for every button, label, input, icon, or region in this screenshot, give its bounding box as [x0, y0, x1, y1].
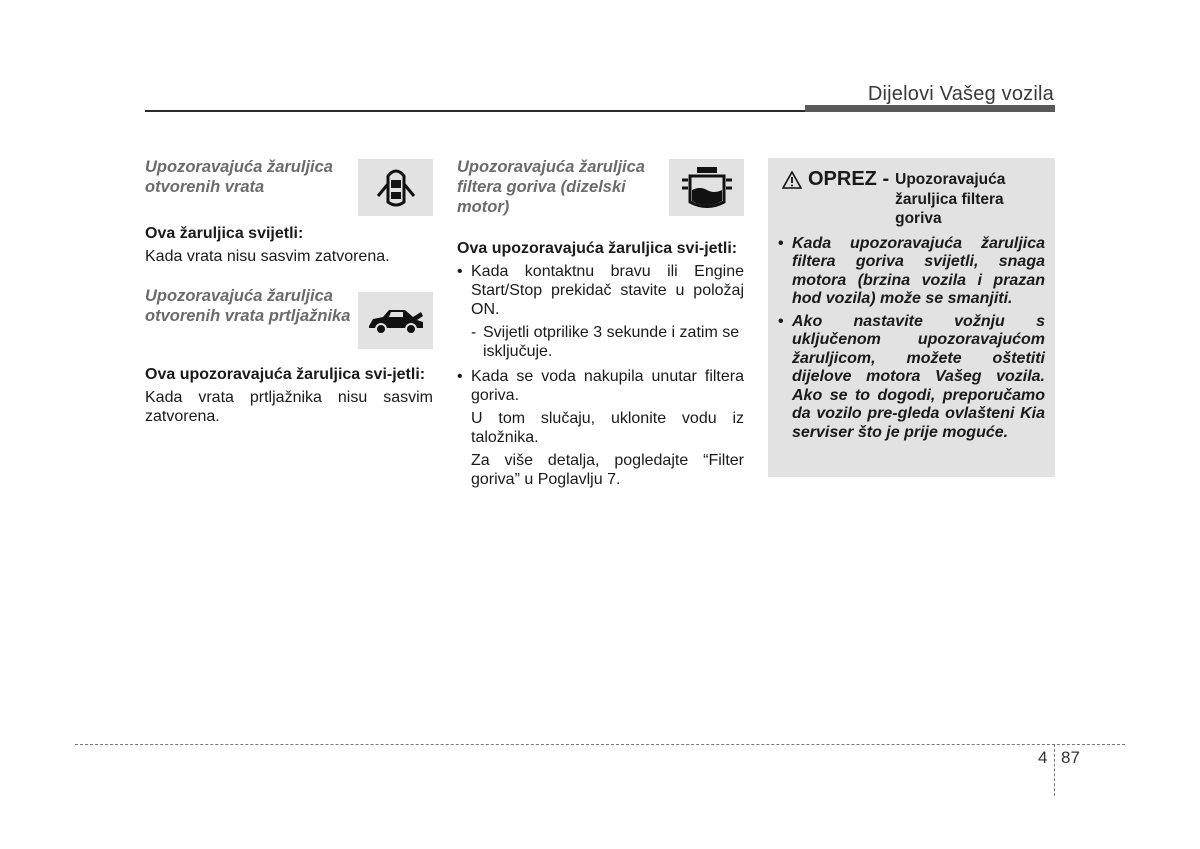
column-left: [145, 157, 433, 426]
page-header-title: Dijelovi Vašeg vozila: [867, 83, 1054, 105]
condition-list: [457, 367, 744, 405]
section-title: Upozoravajuća žaruljica filtera goriva (dizelski motor): [457, 158, 645, 216]
header-rule: [145, 110, 805, 112]
fuel-filter-icon: [669, 159, 744, 216]
dash-mark: -: [471, 324, 477, 341]
caution-item: • Ako nastavite vožnju s uključenom upozoravajućom žaruljicom, možete oštetiti dijelove motora Vašeg vozila. Ako se to dogodi, preporučamo da vozilo pre-gleda ovlašteni Kia serviser što je prije moguće.: [778, 313, 1045, 443]
condition-list: [457, 262, 744, 319]
page-number: 87: [1061, 748, 1080, 767]
list-subitem: [457, 323, 744, 361]
section-text: Kada vrata nisu sasvim zatvorena.: [145, 248, 390, 265]
warning-triangle-icon: [782, 171, 802, 189]
chapter-number: 4: [1038, 748, 1048, 767]
caution-label-text: OPREZ -: [808, 168, 890, 190]
caution-list: [778, 235, 1045, 443]
trunk-open-icon: [358, 292, 433, 349]
column-middle: [457, 157, 744, 489]
section-title: Upozoravajuća žaruljica otvorenih vrata prtljažnika: [145, 287, 351, 325]
caution-subtitle: Upozoravajuća žaruljica filtera goriva: [895, 171, 1006, 227]
caution-label: [778, 168, 889, 191]
caution-box: [768, 158, 1055, 477]
section-door-warning: [145, 157, 433, 266]
list-subitem-text: Svijetli otprilike 3 sekunde i zatim se isključuje.: [483, 324, 740, 360]
section-subhead: Ova upozoravajuća žaruljica svi-jetli:: [145, 366, 426, 383]
section-title: Upozoravajuća žaruljica otvorenih vrata: [145, 158, 333, 196]
door-open-icon: [358, 159, 433, 216]
paragraph: Za više detalja, pogledajte “Filter goriva” u Poglavlju 7.: [471, 452, 744, 488]
header-rule-accent: [805, 105, 1055, 112]
caution-item: • Kada upozoravajuća žaruljica filtera goriva svijetli, snaga motora (brzina vozila i prazan hod vozila) može se smanjiti.: [778, 235, 1045, 309]
footer-divider: [1054, 744, 1055, 796]
footer-rule: [75, 744, 1125, 745]
paragraph: U tom slučaju, uklonite vodu iz taložnika.: [471, 410, 744, 446]
section-trunk-warning: [145, 286, 433, 426]
section-subhead: Ova žaruljica svijetli:: [145, 225, 304, 242]
list-item: • Kada se voda nakupila unutar filtera goriva.: [457, 367, 744, 405]
list-item: • Kada kontaktnu bravu ili Engine Start/Stop prekidač stavite u položaj ON.: [457, 262, 744, 319]
section-subhead: Ova upozoravajuća žaruljica svi-jetli:: [457, 240, 738, 257]
section-text: Kada vrata prtljažnika nisu sasvim zatvorena.: [145, 389, 433, 425]
